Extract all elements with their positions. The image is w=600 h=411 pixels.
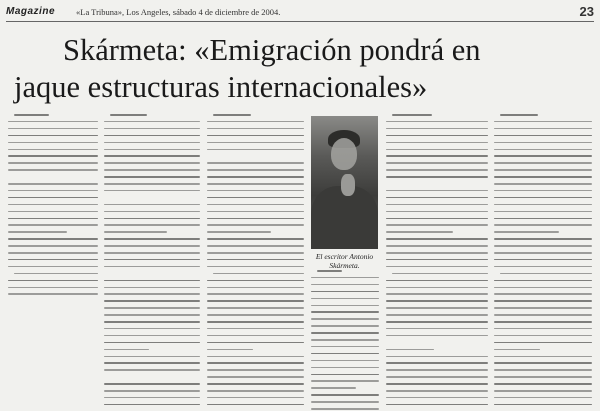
text-line: [207, 300, 304, 302]
page-number: 23: [579, 4, 594, 19]
text-line: [494, 162, 592, 164]
text-line: [104, 149, 200, 151]
text-line: [311, 367, 379, 369]
text-line: [311, 353, 379, 355]
photo-hand: [341, 174, 355, 196]
text-line: [311, 325, 379, 327]
text-line: [104, 128, 200, 130]
page-header: [6, 4, 594, 22]
text-line: [207, 197, 304, 199]
text-line: [494, 404, 592, 406]
text-line: [494, 328, 592, 330]
text-line: [386, 218, 488, 220]
header-rule: [6, 21, 594, 22]
text-line: [386, 224, 488, 226]
text-line: [213, 114, 251, 116]
text-line: [104, 335, 200, 337]
text-line: [207, 121, 304, 123]
text-line: [386, 259, 488, 261]
text-line: [494, 383, 592, 385]
text-line: [207, 376, 304, 378]
text-line: [207, 162, 304, 164]
text-line: [386, 121, 488, 123]
text-line: [311, 339, 379, 341]
text-line: [207, 321, 304, 323]
headline: [14, 32, 600, 106]
text-line: [104, 204, 200, 206]
text-line: [386, 390, 488, 392]
photo-caption: [311, 252, 378, 270]
text-line: [494, 307, 592, 309]
text-line: [104, 356, 200, 358]
text-line: [386, 314, 488, 316]
text-line: [494, 211, 592, 213]
text-line: [207, 328, 304, 330]
text-line: [392, 114, 432, 116]
text-line: [104, 155, 200, 157]
text-line: [8, 121, 98, 123]
text-line: [8, 218, 98, 220]
text-line: [207, 190, 304, 192]
text-line: [104, 252, 200, 254]
text-line: [311, 401, 379, 403]
text-line: [207, 211, 304, 213]
text-line: [207, 383, 304, 385]
text-line: [207, 369, 304, 371]
text-line: [311, 298, 379, 300]
text-line: [494, 149, 592, 151]
text-line: [494, 335, 592, 337]
text-line: [104, 238, 200, 240]
text-line: [386, 238, 488, 240]
text-line: [494, 245, 592, 247]
text-line: [386, 321, 488, 323]
text-line: [8, 155, 98, 157]
text-line: [104, 135, 200, 137]
text-line: [8, 149, 98, 151]
photo-face: [331, 138, 357, 170]
text-line: [104, 169, 200, 171]
body-column-1: [8, 112, 98, 408]
text-line: [207, 342, 304, 344]
text-line: [8, 204, 98, 206]
text-line: [104, 280, 200, 282]
text-line: [386, 197, 488, 199]
text-line: [494, 349, 540, 351]
text-line: [8, 259, 98, 261]
text-line: [104, 162, 200, 164]
text-line: [104, 342, 200, 344]
text-line: [207, 362, 304, 364]
text-line: [494, 390, 592, 392]
text-line: [207, 390, 304, 392]
text-line: [386, 211, 488, 213]
text-line: [494, 342, 592, 344]
text-line: [494, 259, 592, 261]
headline-line-2: jaque estructuras internacionales»: [14, 70, 428, 104]
text-line: [8, 190, 98, 192]
text-line: [104, 383, 200, 385]
text-line: [104, 300, 200, 302]
text-line: [311, 346, 379, 348]
text-line: [386, 135, 488, 137]
text-line: [110, 114, 147, 116]
text-line: [494, 121, 592, 123]
text-line: [311, 394, 379, 396]
text-line: [104, 231, 167, 233]
text-line: [500, 114, 538, 116]
text-line: [494, 190, 592, 192]
text-line: [494, 266, 592, 268]
body-column-3: [207, 112, 304, 408]
text-line: [8, 252, 98, 254]
text-line: [207, 245, 304, 247]
body-column-5: [386, 112, 488, 408]
text-line: [104, 390, 200, 392]
text-line: [207, 204, 304, 206]
text-line: [386, 383, 488, 385]
text-line: [311, 374, 379, 376]
text-line: [207, 307, 304, 309]
text-line: [207, 128, 304, 130]
text-line: [386, 404, 488, 406]
text-line: [494, 231, 559, 233]
text-line: [207, 238, 304, 240]
text-line: [494, 176, 592, 178]
text-line: [386, 128, 488, 130]
text-line: [494, 397, 592, 399]
text-line: [104, 183, 200, 185]
text-line: [104, 224, 200, 226]
text-line: [14, 273, 98, 275]
text-line: [386, 335, 488, 337]
text-line: [207, 252, 304, 254]
text-line: [207, 335, 304, 337]
text-line: [8, 231, 67, 233]
text-line: [207, 349, 253, 351]
text-line: [494, 293, 592, 295]
text-line: [494, 376, 592, 378]
text-line: [104, 293, 200, 295]
text-line: [386, 231, 453, 233]
text-line: [386, 162, 488, 164]
text-line: [386, 169, 488, 171]
text-line: [8, 211, 98, 213]
text-line: [494, 280, 592, 282]
text-line: [104, 321, 200, 323]
text-line: [8, 197, 98, 199]
text-line: [207, 259, 304, 261]
text-line: [104, 142, 200, 144]
text-line: [104, 287, 200, 289]
text-line: [386, 328, 488, 330]
text-line: [386, 149, 488, 151]
text-line: [317, 270, 342, 272]
text-line: [386, 204, 488, 206]
text-line: [494, 287, 592, 289]
text-line: [207, 224, 304, 226]
text-line: [104, 190, 200, 192]
headline-line-1: Skármeta: «Emigración pondrá en: [63, 33, 481, 67]
text-line: [104, 349, 149, 351]
text-line: [386, 397, 488, 399]
text-line: [494, 238, 592, 240]
text-line: [207, 149, 304, 151]
text-line: [8, 293, 98, 295]
text-line: [494, 356, 592, 358]
text-line: [386, 287, 488, 289]
text-line: [386, 266, 488, 268]
text-line: [494, 183, 592, 185]
text-line: [104, 211, 200, 213]
text-line: [207, 280, 304, 282]
text-line: [311, 311, 379, 313]
text-line: [494, 128, 592, 130]
text-line: [104, 369, 200, 371]
text-line: [386, 142, 488, 144]
text-line: [311, 284, 379, 286]
text-line: [494, 224, 592, 226]
text-line: [386, 376, 488, 378]
text-line: [104, 266, 200, 268]
text-line: [386, 369, 488, 371]
text-line: [8, 280, 98, 282]
dateline: «La Tribuna», Los Angeles, sábado 4 de diciembre de 2004.: [76, 7, 281, 17]
text-line: [104, 218, 200, 220]
text-line: [386, 349, 434, 351]
text-line: [104, 328, 200, 330]
text-line: [104, 121, 200, 123]
text-line: [8, 169, 98, 171]
text-line: [8, 162, 98, 164]
text-line: [494, 142, 592, 144]
text-line: [311, 318, 379, 320]
text-line: [207, 231, 271, 233]
text-line: [207, 142, 304, 144]
text-line: [311, 408, 379, 410]
text-line: [8, 183, 98, 185]
text-line: [494, 252, 592, 254]
text-line: [8, 266, 98, 268]
text-line: [386, 252, 488, 254]
text-line: [386, 307, 488, 309]
text-line: [494, 169, 592, 171]
text-line: [494, 362, 592, 364]
text-line: [386, 176, 488, 178]
text-line: [8, 135, 98, 137]
text-line: [8, 245, 98, 247]
text-line: [386, 245, 488, 247]
text-line: [104, 404, 200, 406]
text-line: [8, 142, 98, 144]
text-line: [207, 218, 304, 220]
text-line: [207, 266, 304, 268]
text-line: [386, 362, 488, 364]
text-line: [104, 245, 200, 247]
text-line: [207, 404, 304, 406]
text-line: [207, 135, 304, 137]
text-line: [494, 204, 592, 206]
text-line: [494, 369, 592, 371]
text-line: [494, 135, 592, 137]
text-line: [386, 293, 488, 295]
text-line: [8, 238, 98, 240]
text-line: [104, 397, 200, 399]
text-line: [494, 155, 592, 157]
body-column-6: [494, 112, 592, 408]
text-line: [311, 291, 379, 293]
text-line: [311, 305, 379, 307]
text-line: [207, 183, 304, 185]
text-line: [207, 169, 304, 171]
text-line: [311, 387, 356, 389]
text-line: [494, 321, 592, 323]
text-line: [8, 128, 98, 130]
text-line: [207, 397, 304, 399]
text-line: [386, 155, 488, 157]
text-line: [104, 176, 200, 178]
text-line: [386, 280, 488, 282]
body-column-2: [104, 112, 200, 408]
text-line: [311, 380, 379, 382]
text-line: [104, 314, 200, 316]
text-line: [311, 277, 379, 279]
text-line: [8, 287, 98, 289]
text-line: [494, 314, 592, 316]
text-line: [104, 362, 200, 364]
text-line: [213, 273, 304, 275]
photo-caption-line-1: El escritor Antonio: [315, 252, 374, 261]
text-line: [494, 197, 592, 199]
text-line: [494, 300, 592, 302]
text-line: [207, 314, 304, 316]
text-line: [14, 114, 49, 116]
section-tag: Magazine: [6, 6, 56, 17]
text-line: [386, 190, 488, 192]
text-line: [311, 332, 379, 334]
author-portrait-photo: [311, 116, 378, 249]
text-line: [311, 360, 379, 362]
photo-caption-line-2: Skármeta.: [329, 261, 360, 270]
text-line: [207, 356, 304, 358]
text-line: [8, 224, 98, 226]
text-line: [104, 307, 200, 309]
text-line: [104, 259, 200, 261]
text-line: [207, 293, 304, 295]
text-line: [500, 273, 592, 275]
text-line: [386, 356, 488, 358]
text-line: [386, 300, 488, 302]
text-line: [207, 176, 304, 178]
text-line: [207, 287, 304, 289]
text-line: [392, 273, 488, 275]
text-line: [494, 218, 592, 220]
